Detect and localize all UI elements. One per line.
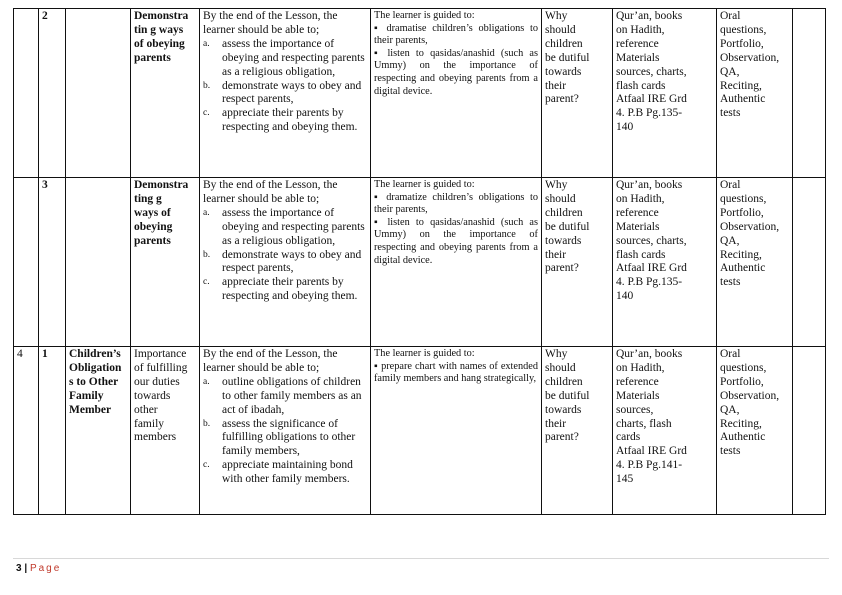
outcome-marker: c. [203, 460, 210, 471]
week-cell [14, 9, 39, 178]
outcome-text: assess the significance of fulfilling obligations to other family members, [222, 417, 356, 458]
learning-outcomes-cell [200, 9, 371, 178]
outcome-text: outline obligations of children to other family members as an act of ibadah, [222, 375, 362, 416]
learning-outcomes-cell [200, 178, 371, 347]
lesson-cell: 2 [39, 9, 66, 178]
outcomes-list [203, 38, 367, 135]
outcome-item [203, 207, 367, 249]
sub-strand-cell: Demonstra tin g ways of obeying parents [131, 9, 200, 178]
resources-cell: Qur’an, books on Hadith, reference Materials sources, charts, flash cards Atfaal IRE Grd 4. P.B Pg.141- 145 [613, 347, 717, 515]
experiences-intro: The learner is guided to: [374, 348, 475, 359]
experiences-intro: The learner is guided to: [374, 179, 475, 190]
learning-outcomes-cell [200, 347, 371, 515]
resources-cell: Qur’an, books on Hadith, reference Materials sources, charts, flash cards Atfaal IRE Grd 4. P.B Pg.135- 140 [613, 9, 717, 178]
outcome-item [203, 249, 367, 277]
learning-experiences-cell [371, 347, 542, 515]
sub-strand-cell: Demonstra ting g ways of obeying parents [131, 178, 200, 347]
assessment-cell: Oral questions, Portfolio, Observation, QA, Reciting, Authentic tests [717, 9, 793, 178]
table-row [14, 178, 826, 347]
outcome-text: demonstrate ways to obey and respect parents, [222, 79, 362, 106]
outcome-marker: a. [203, 376, 210, 387]
strand-cell: Children’s Obligation s to Other Family Member [66, 347, 131, 515]
outcome-item [203, 38, 367, 80]
outcome-marker: a. [203, 38, 210, 49]
outcomes-intro: By the end of the Lesson, the learner should be able to; [203, 348, 338, 374]
outcomes-list [203, 376, 367, 487]
footer-divider [13, 558, 829, 559]
experiences-intro: The learner is guided to: [374, 10, 475, 21]
outcome-text: assess the importance of obeying and respecting parents as a religious obligation, [222, 206, 365, 247]
experience-item: ▪ prepare chart with names of extended family members and hang strategically, [374, 360, 538, 385]
experience-item: ▪ dramatize children’s obligations to their parents, [374, 191, 538, 216]
outcome-item [203, 376, 367, 418]
assessment-cell: Oral questions, Portfolio, Observation, QA, Reciting, Authentic tests [717, 347, 793, 515]
remarks-cell [793, 9, 826, 178]
footer-separator: | [24, 563, 28, 574]
outcome-marker: c. [203, 277, 210, 288]
outcome-marker: b. [203, 418, 211, 429]
outcome-text: appreciate their parents by respecting and obeying them. [222, 107, 358, 134]
strand-cell [66, 178, 131, 347]
outcome-marker: b. [203, 80, 211, 91]
outcome-marker: b. [203, 249, 211, 260]
resources-cell: Qur’an, books on Hadith, reference Materials sources, charts, flash cards Atfaal IRE Grd 4. P.B Pg.135- 140 [613, 178, 717, 347]
outcomes-intro: By the end of the Lesson, the learner should be able to; [203, 10, 338, 36]
outcome-item [203, 107, 367, 135]
outcome-item [203, 276, 367, 304]
page-label: Page [29, 563, 62, 574]
outcome-text: appreciate maintaining bond with other family members. [222, 459, 353, 486]
lesson-cell: 1 [39, 347, 66, 515]
outcome-item [203, 418, 367, 460]
outcome-item [203, 80, 367, 108]
outcome-text: demonstrate ways to obey and respect parents, [222, 248, 362, 275]
experience-item: ▪ listen to qasidas/anashid (such as Ummy) on the importance of respecting and obeying parents from a digital device. [374, 216, 538, 266]
outcomes-list [203, 207, 367, 304]
table-row [14, 9, 826, 178]
page-footer [16, 563, 61, 574]
outcome-marker: c. [203, 108, 210, 119]
remarks-cell [793, 178, 826, 347]
outcome-marker: a. [203, 207, 210, 218]
table-row [14, 347, 826, 515]
strand-cell [66, 9, 131, 178]
lesson-cell: 3 [39, 178, 66, 347]
outcome-text: appreciate their parents by respecting and obeying them. [222, 276, 358, 303]
week-cell: 4 [14, 347, 39, 515]
inquiry-question-cell: Why should children be dutiful towards their parent? [542, 9, 613, 178]
page-number: 3 [16, 563, 22, 574]
inquiry-question-cell: Why should children be dutiful towards their parent? [542, 347, 613, 515]
lesson-plan-table [13, 8, 826, 515]
learning-experiences-cell [371, 178, 542, 347]
sub-strand-cell: Importance of fulfilling our duties towards other family members [131, 347, 200, 515]
inquiry-question-cell: Why should children be dutiful towards their parent? [542, 178, 613, 347]
learning-experiences-cell [371, 9, 542, 178]
outcome-text: assess the importance of obeying and respecting parents as a religious obligation, [222, 37, 365, 78]
assessment-cell: Oral questions, Portfolio, Observation, QA, Reciting, Authentic tests [717, 178, 793, 347]
outcomes-intro: By the end of the Lesson, the learner should be able to; [203, 179, 338, 205]
remarks-cell [793, 347, 826, 515]
week-cell [14, 178, 39, 347]
experience-item: ▪ listen to qasidas/anashid (such as Ummy) on the importance of respecting and obeying parents from a digital device. [374, 47, 538, 97]
experience-item: ▪ dramatise children’s obligations to their parents, [374, 22, 538, 47]
outcome-item [203, 459, 367, 487]
